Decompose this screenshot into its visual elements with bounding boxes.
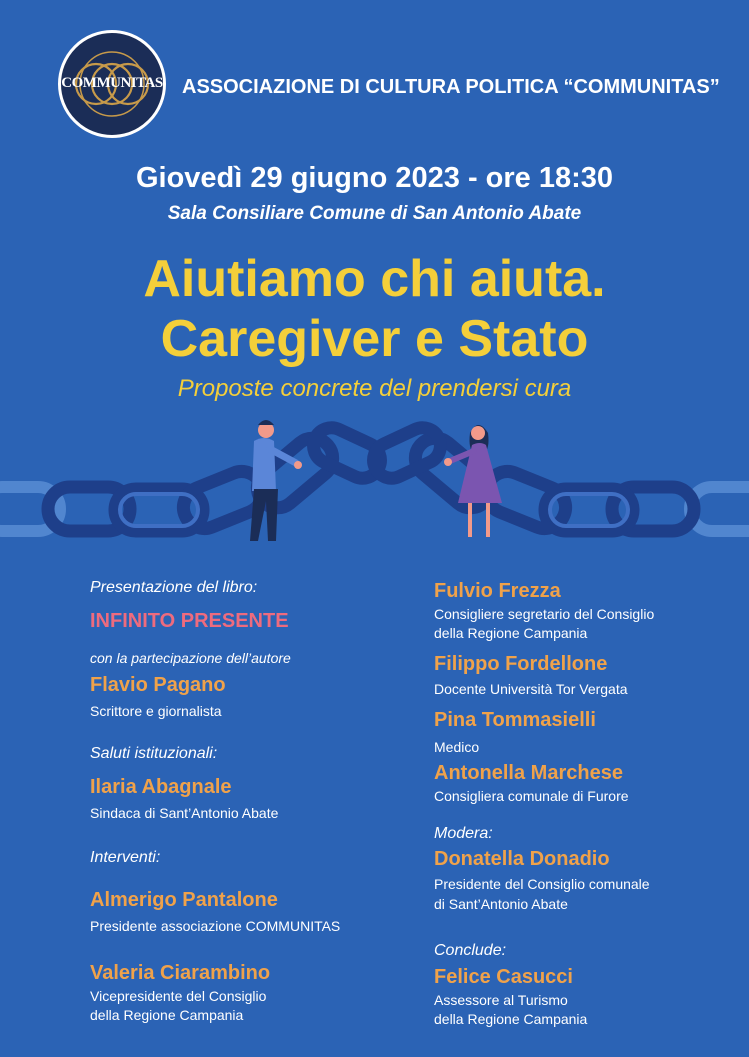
author-name: Flavio Pagano [90,674,226,696]
speaker-role: Vicepresidente del Consiglio [90,988,267,1004]
chain-illustration [0,415,749,555]
speaker-name: Valeria Ciarambino [90,962,271,984]
moderator-label: Modera: [434,825,493,842]
speaker-role: Presidente associazione COMMUNITAS [90,918,341,934]
speaker-role: Medico [434,739,480,755]
speaker-role: Consigliera comunale di Furore [434,788,629,804]
event-venue: Sala Consiliare Comune di San Antonio Abate [167,203,582,224]
closing-speaker-role: della Regione Campania [434,1011,588,1027]
speaker-role: Consigliere segretario del Consiglio [434,606,655,622]
speaker-name: Fulvio Frezza [434,580,561,602]
speaker-role: Docente Università Tor Vergata [434,681,628,697]
event-subtitle: Proposte concrete del prendersi cura [177,375,572,402]
participation-text: con la partecipazione dell’autore [90,650,291,666]
closing-speaker-name: Felice Casucci [434,966,573,988]
mayor-role: Sindaca di Sant’Antonio Abate [90,805,279,821]
moderator-role: di Sant’Antonio Abate [434,896,568,912]
speaker-name: Antonella Marchese [434,762,623,784]
event-title-line1: Aiutiamo chi aiuta. [143,250,606,308]
moderator-name: Donatella Donadio [434,848,610,870]
speaker-role: della Regione Campania [90,1007,244,1023]
association-name: ASSOCIAZIONE DI CULTURA POLITICA “COMMUNITAS” [182,76,720,98]
author-role: Scrittore e giornalista [90,703,222,719]
greetings-label: Saluti istituzionali: [90,745,218,762]
mayor-name: Ilaria Abagnale [90,776,232,798]
speeches-label: Interventi: [90,849,161,866]
moderator-role: Presidente del Consiglio comunale [434,876,650,892]
logo-text: COMMUNITAS [61,75,163,91]
communitas-logo [58,30,166,138]
event-title-line2: Caregiver e Stato [160,310,589,368]
closing-speaker-role: Assessore al Turismo [434,992,568,1008]
closing-label: Conclude: [434,942,507,959]
speaker-name: Almerigo Pantalone [90,889,278,911]
speaker-role: della Regione Campania [434,625,588,641]
presentation-label: Presentazione del libro: [90,579,258,596]
speaker-name: Pina Tommasielli [434,709,596,731]
event-date-time: Giovedì 29 giugno 2023 - ore 18:30 [135,162,614,194]
speaker-name: Filippo Fordellone [434,653,608,675]
man-figure [250,420,302,541]
book-title: INFINITO PRESENTE [90,610,289,632]
